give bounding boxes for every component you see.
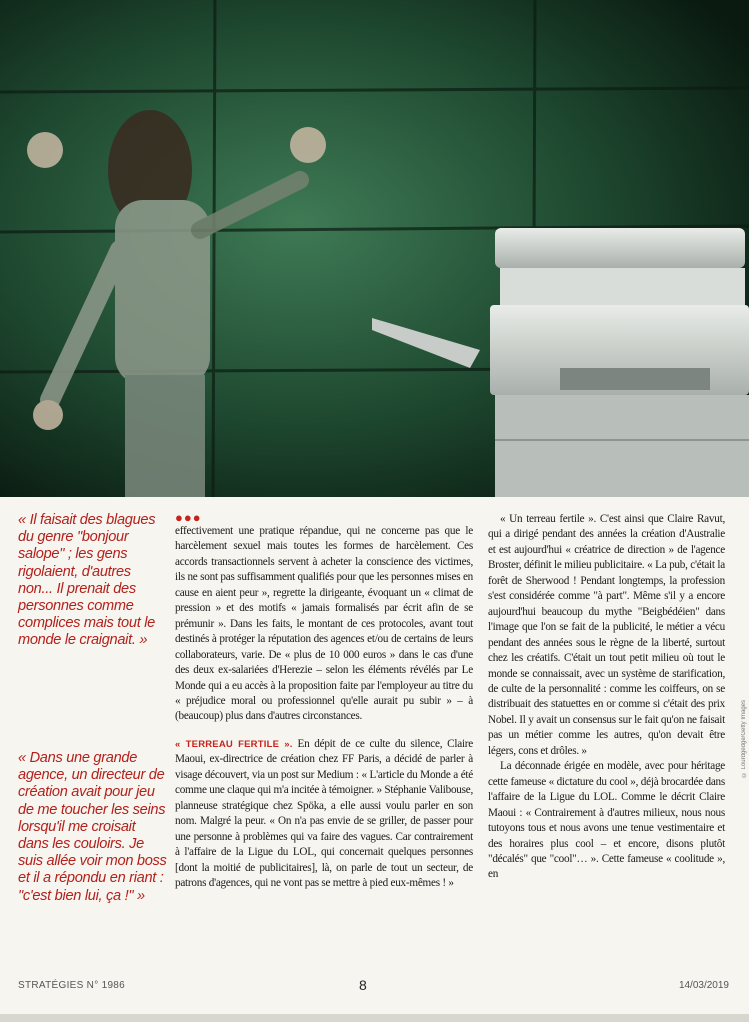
photo-credit: © Lourdgedge/Getty Images	[741, 700, 747, 778]
article-paragraph-4: La déconnade érigée en modèle, avec pour héritage cette fameuse « dictature du cool », déjà brocardée dans l'affaire de la Ligue du LOL. Comme le décrit Claire Maoui : « Contrairement à d'autres milieux, nous nous tutoyons tous et nous avons une tenue vestimentaire et des horaires plus cool – et encore, disons plutôt "décalés" que "cool"… ». Cette fameuse « coolitude », en	[488, 760, 725, 881]
page-footer	[18, 977, 729, 1000]
pull-quote-text: « Dans une grande agence, un directeur de création avait pour jeu de me toucher les seins lorsqu'il me croisait dans les couloirs. Je suis allée voir mon boss et il a répondu en riant : "c'est bien lui, ça !" »	[18, 750, 167, 904]
article-paragraph-2-text: En dépit de ce culte du silence, Claire Maoui, ex-directrice de création chez FF Paris, a décidé de parler à visage découvert, via un post sur Medium : « L'article du Monde a été comme une claque qui m'a incitée à témoigner. » Stéphanie Valibouse, planneuse stratégique chez Spöka, a elle aussi voulu parler en son nom. Malgré la peur. « On n'a pas envie de se griller, de passer pour une personne à problèmes qui va faire des vagues. Car contrairement à l'affaire de la Ligue du LOL, qui concernait quelques personnes [dont la moitié de publicitaires], là, on parle de tout un secteur, de patrons d'agences, qui ne vont pas se mettre à pied eux-mêmes ! »	[175, 737, 473, 889]
section-dots-icon: ●●●	[175, 510, 202, 525]
article-column-right	[488, 512, 725, 883]
magazine-issue: STRATÉGIES N° 1986	[18, 980, 126, 991]
pull-quote-2	[18, 750, 168, 905]
article-paragraph-1: effectivement une pratique répandue, qui ne concerne pas que le harcèlement sexuel mais toutes les formes de harcèlement. Ces accords transactionnels servent à acheter la conscience des victimes, ils ne sont pas suffisamment qualifiés pour que les personnes mises en cause en aient peur », regrette la dirigeante, évoquant un « climat de pression » et des motifs « jamais formalisés par écrit afin de se prémunir ». Dans les faits, le montant de ces protocoles, avant tout destinés à protéger la réputation des agences et/ou de certains de leurs collaborateurs, varie. De « plus de 10 000 euros » dans le cas d'une des deux ex-salariées d'Herezie – selon les éléments révélés par Le Monde qui a eu accès à la proposition faite par l'employeur au titre du « préjudice moral ou professionnel qu'elle aurait pu subir » – à (beaucoup) plus dans d'autres circonstances.	[175, 525, 473, 723]
issue-date: 14/03/2019	[678, 980, 729, 991]
section-kicker: « TERREAU FERTILE ».	[175, 738, 293, 750]
article-column-middle	[175, 512, 473, 891]
photo-illustration	[0, 0, 749, 497]
pull-quote-text: « Il faisait des blagues du genre "bonjour salope" ; les gens rigolaient, d'autres non... Il prenait des personnes comme complices mais tout le monde le craignait. »	[18, 512, 156, 649]
article-paragraph-3: « Un terreau fertile ». C'est ainsi que Claire Ravut, qui a dirigé pendant des années la création d'Australie et est aujourd'hui « créatrice de direction » de l'agence Broster, définit le milieu publicitaire. « La pub, c'était la forêt de Sherwood ! Pendant longtemps, la profession s'est considérée comme "à part". Même s'il y a encore aujourd'hui beaucoup du mythe "Beigbédéien" dans l'image que l'on se fait de la publicité, le métier a vécu pendant des années sous le règne de la liberté, surtout chez les créatifs. C'était un tout petit milieu où tout le monde se connaissait, avec un système de starification, de culte de la personnalité : comme les coiffeurs, on se distribuait des statuettes en or comme si c'était des prix Nobel. Il y avait un consensus sur le fait qu'on ne faisait pas un métier comme les autres, qu'on devait être légers, cons et drôles. »	[488, 513, 725, 757]
pull-quote-1	[18, 512, 168, 650]
page-number: 8	[359, 977, 367, 993]
page-edge	[0, 1014, 749, 1022]
article-paragraph-2	[175, 737, 473, 892]
hero-photo	[0, 0, 749, 497]
